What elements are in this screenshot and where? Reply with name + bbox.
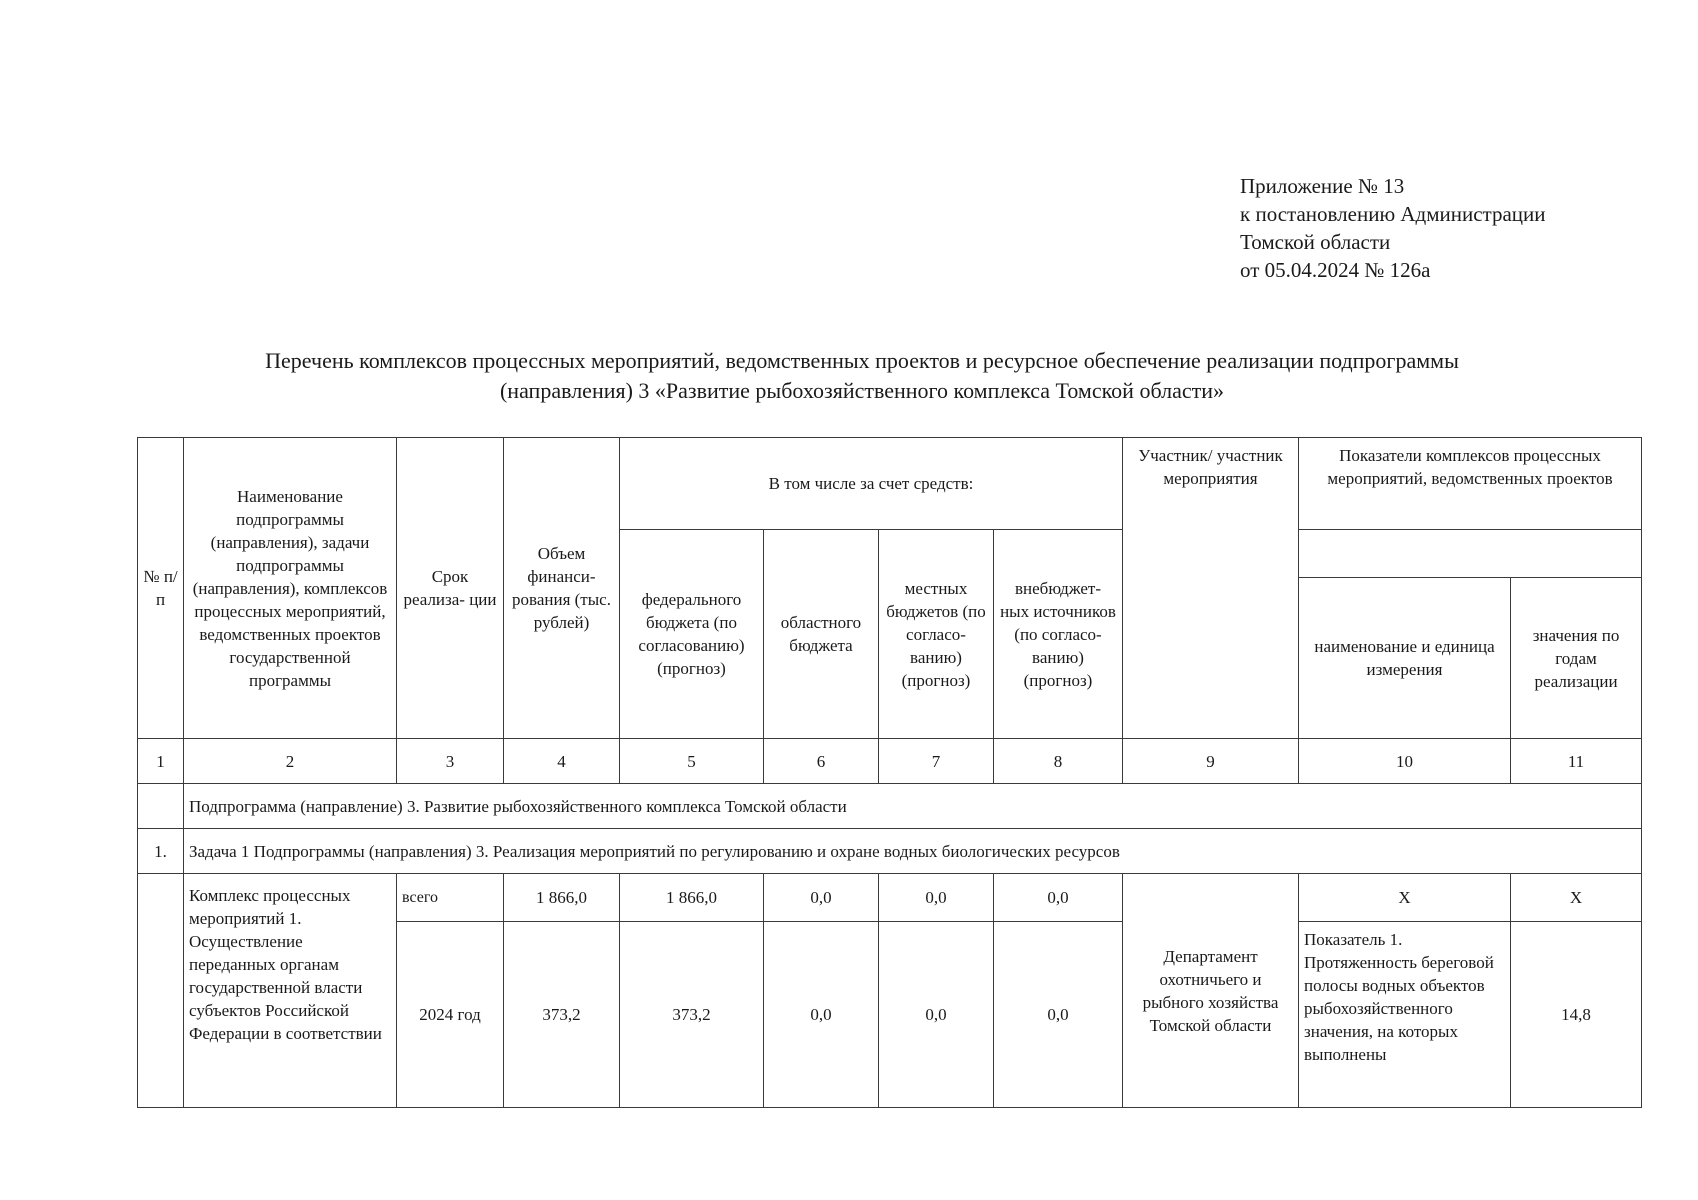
header-indicator-values: значения по годам реализации	[1511, 578, 1642, 739]
appendix-line: Приложение № 13	[1240, 174, 1405, 198]
indicator-value-cell: 14,8	[1511, 922, 1642, 1108]
column-number: 7	[879, 739, 994, 784]
header-indicator-name: наименование и единица измерения	[1299, 578, 1511, 739]
column-number: 10	[1299, 739, 1511, 784]
subprogram-row: Подпрограмма (направление) 3. Развитие рыбохозяйственного комплекса Томской области	[184, 784, 1642, 829]
volume-cell: 1 866,0	[504, 874, 620, 922]
program-table	[137, 437, 1642, 1108]
appendix-block	[1240, 172, 1546, 284]
title-line: (направления) 3 «Развитие рыбохозяйственного комплекса Томской области»	[499, 378, 1224, 403]
header-participant: Участник/ участник мероприятия	[1123, 438, 1299, 739]
task-num: 1.	[138, 829, 184, 874]
column-number: 5	[620, 739, 764, 784]
local-cell: 0,0	[879, 922, 994, 1108]
federal-cell: 373,2	[620, 922, 764, 1108]
header-period: Срок реализа- ции	[397, 438, 504, 739]
task-row: Задача 1 Подпрограммы (направления) 3. Реализация мероприятий по регулированию и охране водных биологических ресурсов	[184, 829, 1642, 874]
regional-cell: 0,0	[764, 922, 879, 1108]
subprogram-num-cell	[138, 784, 184, 829]
header-funds-group: В том числе за счет средств:	[620, 438, 1123, 530]
column-number: 3	[397, 739, 504, 784]
header-extra: внебюджет- ных источников (по согласо- ванию) (прогноз)	[994, 530, 1123, 739]
column-number: 2	[184, 739, 397, 784]
extra-cell: 0,0	[994, 874, 1123, 922]
period-cell: 2024 год	[397, 922, 504, 1108]
complex-num-cell	[138, 874, 184, 1108]
header-indicators-group: Показатели комплексов процессных мероприятий, ведомственных проектов	[1299, 438, 1642, 530]
indicator-cell: Показатель 1. Протяженность береговой полосы водных объектов рыбохозяйственного значения, на которых выполнены	[1299, 922, 1511, 1108]
column-number: 8	[994, 739, 1123, 784]
indicator-value-cell: X	[1511, 874, 1642, 922]
header-regional: областного бюджета	[764, 530, 879, 739]
volume-cell: 373,2	[504, 922, 620, 1108]
header-num: № п/п	[138, 438, 184, 739]
appendix-line: к постановлению Администрации	[1240, 202, 1546, 226]
column-number: 4	[504, 739, 620, 784]
complex-name: Комплекс процессных мероприятий 1. Осуществление переданных органам государственной власти субъектов Российской Федерации в соответствии	[184, 874, 397, 1108]
local-cell: 0,0	[879, 874, 994, 922]
extra-cell: 0,0	[994, 922, 1123, 1108]
document-title	[137, 346, 1587, 406]
regional-cell: 0,0	[764, 874, 879, 922]
header-volume: Объем финанси- рования (тыс. рублей)	[504, 438, 620, 739]
header-local: местных бюджетов (по согласо- ванию) (прогноз)	[879, 530, 994, 739]
header-federal: федерального бюджета (по согласованию) (прогноз)	[620, 530, 764, 739]
column-number: 9	[1123, 739, 1299, 784]
appendix-line: от 05.04.2024 № 126а	[1240, 258, 1431, 282]
period-cell: всего	[397, 874, 504, 922]
column-number: 11	[1511, 739, 1642, 784]
appendix-line: Томской области	[1240, 230, 1391, 254]
title-line: Перечень комплексов процессных мероприятий, ведомственных проектов и ресурсное обеспечение реализации подпрограммы	[265, 348, 1459, 373]
column-number: 1	[138, 739, 184, 784]
column-number: 6	[764, 739, 879, 784]
indicator-cell: X	[1299, 874, 1511, 922]
header-indicators-spacer	[1299, 530, 1642, 578]
federal-cell: 1 866,0	[620, 874, 764, 922]
header-name: Наименование подпрограммы (направления), задачи подпрограммы (направления), комплексов процессных мероприятий, ведомственных проектов государственной программы	[184, 438, 397, 739]
participant-cell: Департамент охотничьего и рыбного хозяйства Томской области	[1123, 874, 1299, 1108]
